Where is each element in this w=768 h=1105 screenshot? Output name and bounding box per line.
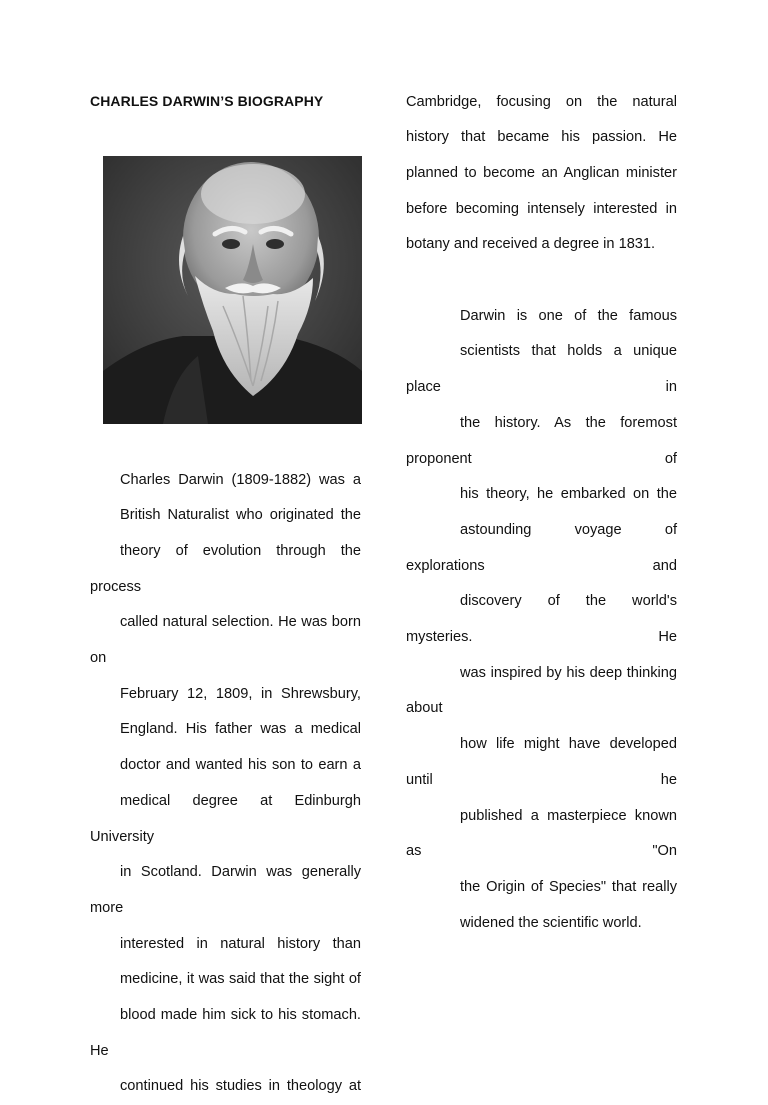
text-line: England. His father was a medical <box>90 712 361 748</box>
paragraph-cambridge <box>406 85 677 264</box>
text-line: his theory, he embarked on the <box>406 477 677 513</box>
right-column <box>406 85 677 942</box>
text-line: astounding voyage of explorations and <box>406 513 677 584</box>
text-line: published a masterpiece known as "On <box>406 799 677 870</box>
text-line: doctor and wanted his son to earn a <box>90 748 361 784</box>
paragraph-legacy <box>406 299 677 942</box>
text-line: British Naturalist who originated the <box>90 498 361 534</box>
portrait-photo <box>103 156 362 424</box>
text-line: history that became his passion. He <box>406 120 677 156</box>
text-line: medical degree at Edinburgh University <box>90 784 361 855</box>
text-line: continued his studies in theology at <box>90 1069 361 1105</box>
text-line: Charles Darwin (1809-1882) was a <box>90 463 361 499</box>
text-line: Cambridge, focusing on the natural <box>406 85 677 121</box>
text-line: Darwin is one of the famous <box>406 299 677 335</box>
text-line: in Scotland. Darwin was generally more <box>90 855 361 926</box>
text-line: botany and received a degree in 1831. <box>406 227 677 263</box>
paragraph-intro <box>90 463 361 1105</box>
text-line: medicine, it was said that the sight of <box>90 962 361 998</box>
text-line: called natural selection. He was born on <box>90 605 361 676</box>
text-line: February 12, 1809, in Shrewsbury, <box>90 677 361 713</box>
text-line: the Origin of Species" that really <box>406 870 677 906</box>
text-line: discovery of the world's mysteries. He <box>406 584 677 655</box>
left-column <box>90 463 361 1105</box>
text-line: blood made him sick to his stomach. He <box>90 998 361 1069</box>
text-line: before becoming intensely interested in <box>406 192 677 228</box>
document-title: CHARLES DARWIN’S BIOGRAPHY <box>90 93 323 109</box>
text-line: was inspired by his deep thinking about <box>406 656 677 727</box>
text-line: the history. As the foremost proponent of <box>406 406 677 477</box>
text-line: planned to become an Anglican minister <box>406 156 677 192</box>
text-line: how life might have developed until he <box>406 727 677 798</box>
text-line: interested in natural history than <box>90 927 361 963</box>
text-line: theory of evolution through the process <box>90 534 361 605</box>
text-line: widened the scientific world. <box>406 906 677 942</box>
text-line: scientists that holds a unique place in <box>406 334 677 405</box>
